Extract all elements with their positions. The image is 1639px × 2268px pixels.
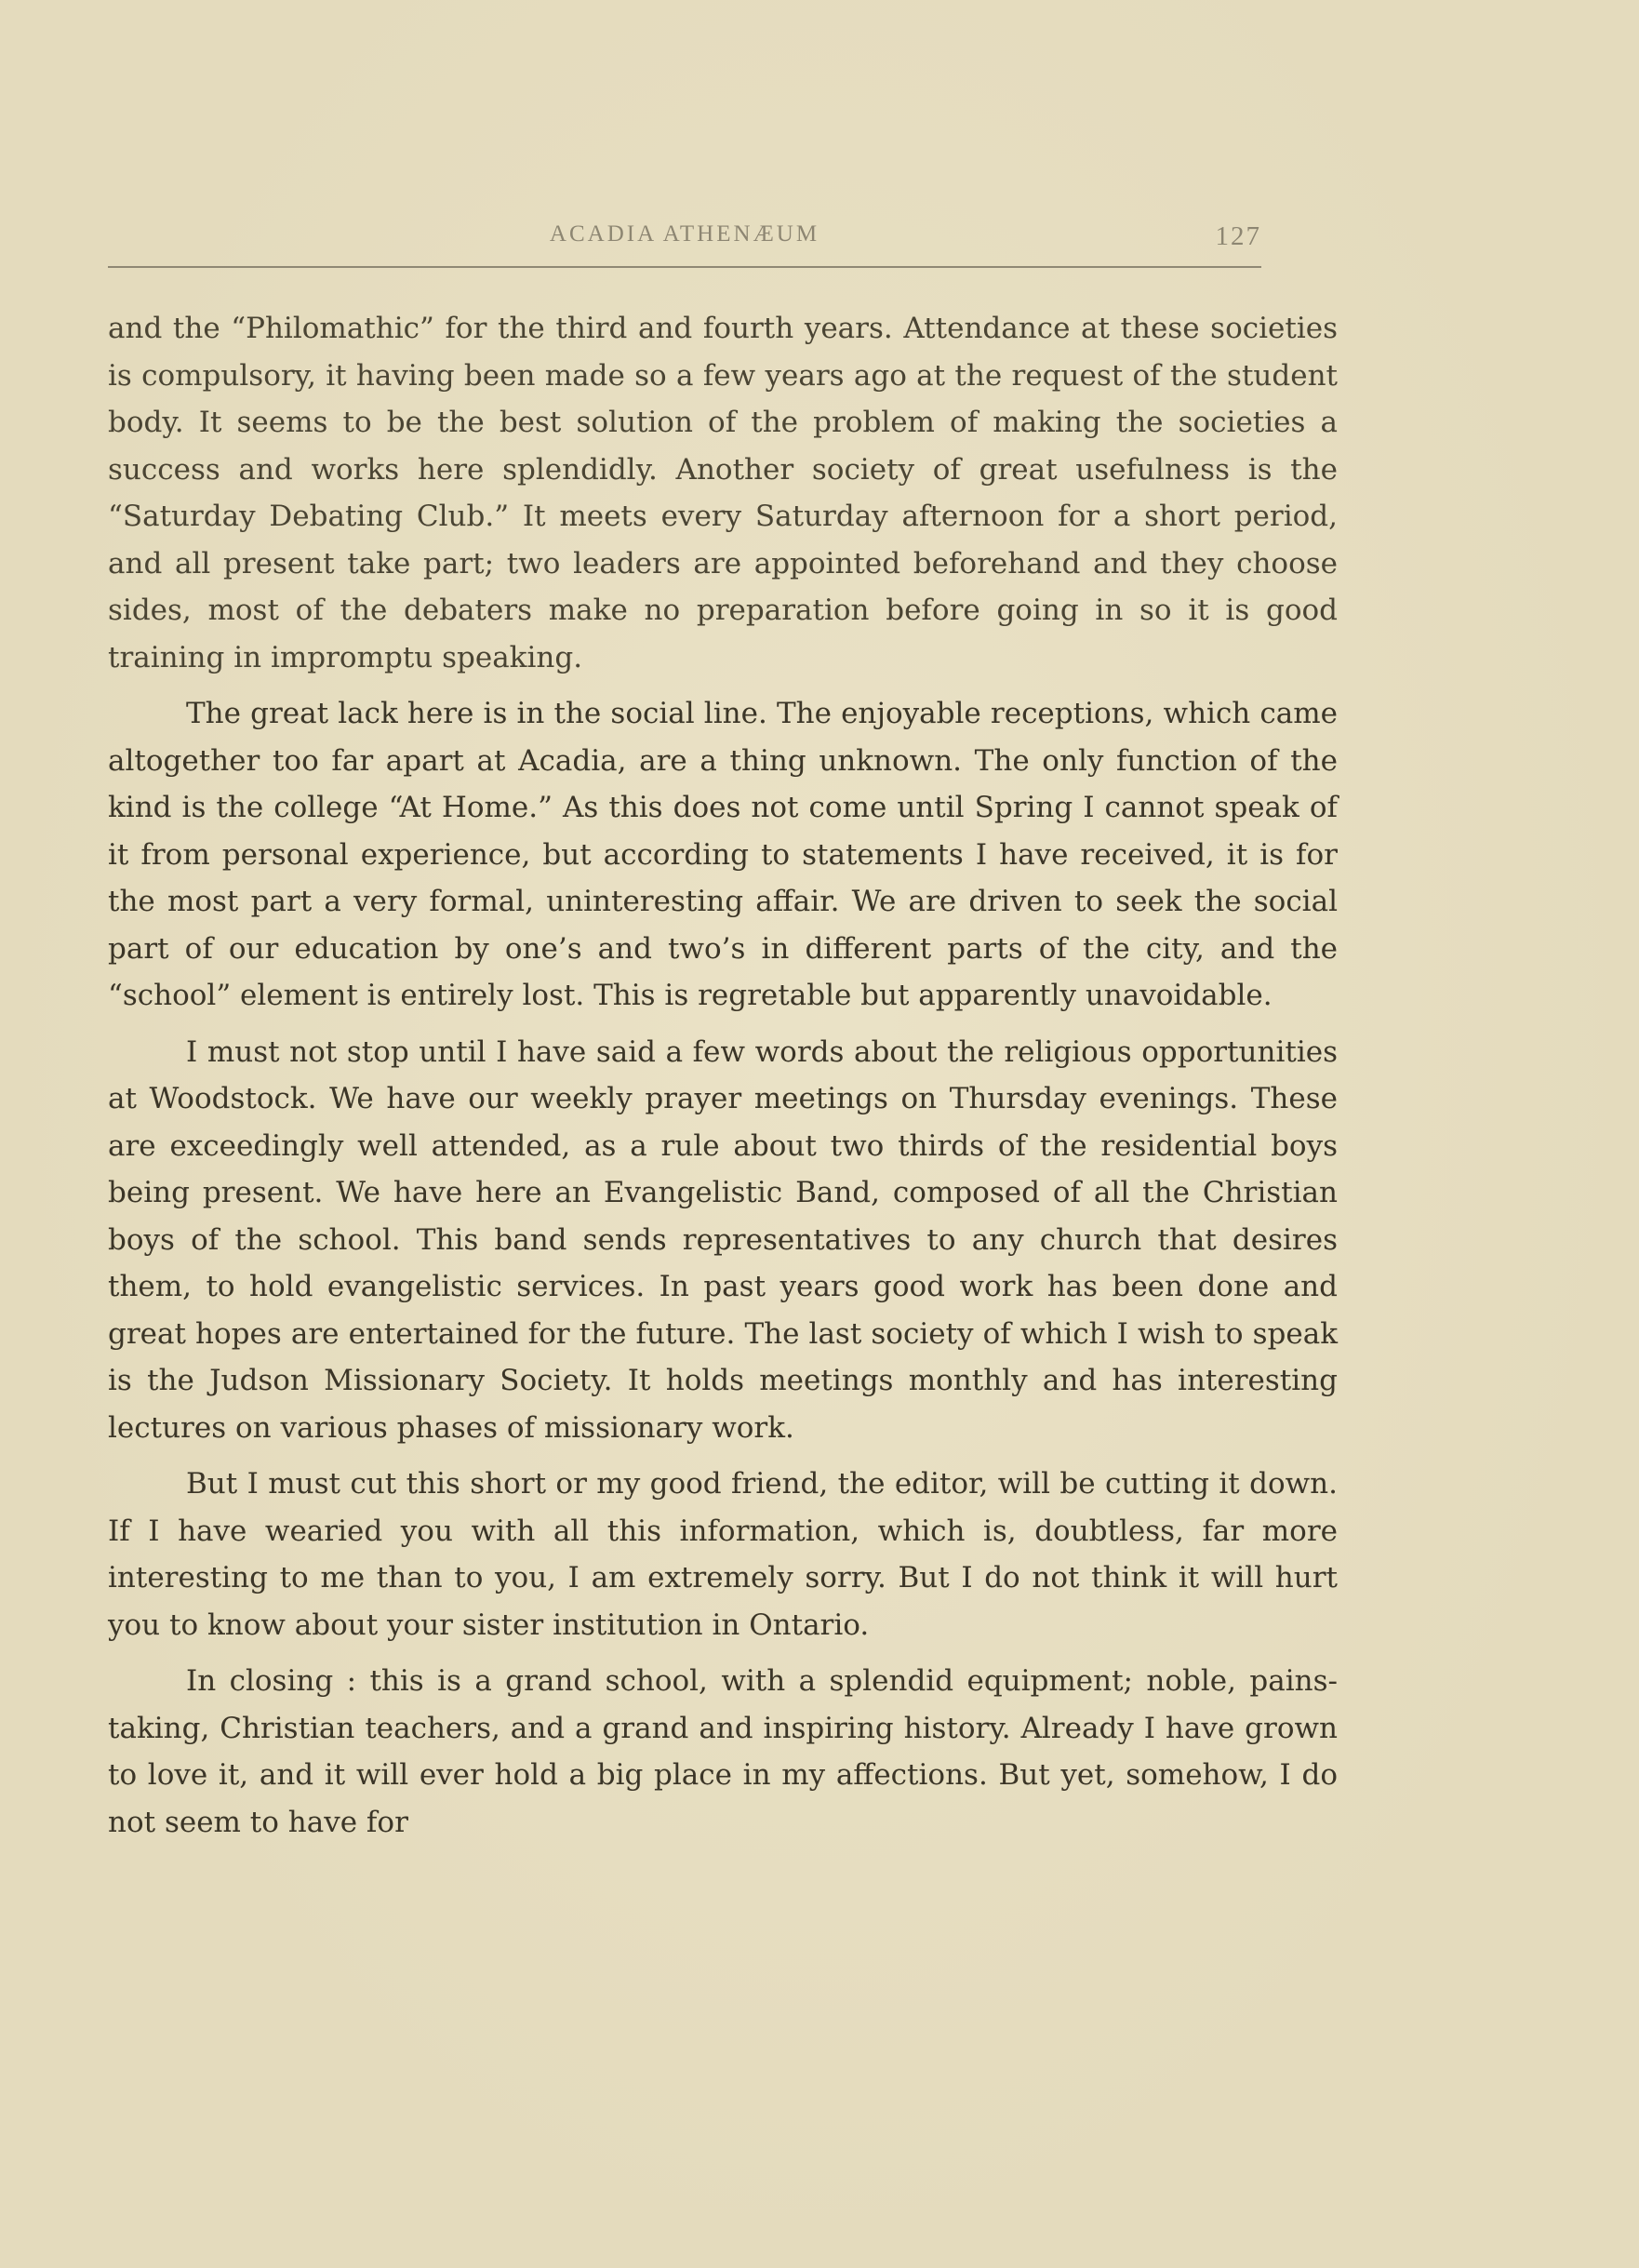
paragraph-social-life: The great lack here is in the social line. The enjoyable receptions, which came altogether too far apart at Acadia, are a thing unknown. The only function of the kind is the college “At Home.” As this does not come until Spring I cannot speak of it from personal experience, but according to statements I have received, it is for the most part a very formal, uninteresting affair. We are driven to seek the social part of our education by one’s and two’s in different parts of the city, and the “school” element is entirely lost. This is regretable but apparently unavoidable.	[108, 697, 1338, 1012]
paragraph-in-closing: In closing : this is a grand school, with a splendid equipment; noble, pains-taking, Christian teachers, and a grand and inspiring history. Already I have grown to love it, and it will ever hold a big place in my affections. But yet, somehow, I do not seem to have for	[108, 1664, 1338, 1839]
article-body	[108, 305, 1338, 1855]
page-number: 127	[1215, 221, 1261, 251]
paragraph-religious: I must not stop until I have said a few words about the religious opportunities at Woodstock. We have our weekly prayer meetings on Thursday evenings. These are exceedingly well attended, as a rule about two thirds of the residential boys being present. We have here an Evangelistic Band, composed of all the Christian boys of the school. This band sends representatives to any church that desires them, to hold evangelistic services. In past years good work has been done and great hopes are entertained for the future. The last society of which I wish to speak is the Judson Missionary Society. It holds meetings monthly and has interesting lectures on various phases of missionary work.	[108, 1034, 1338, 1445]
running-header	[108, 221, 1261, 268]
paragraph-societies: and the “Philomathic” for the third and fourth years. Attendance at these societies is compulsory, it having been made so a few years ago at the request of the student body. It seems to be the best solution of the problem of making the societies a success and works here splendidly. Another society of great usefulness is the “Saturday Debating Club.” It meets every Saturday afternoon for a short period, and all present take part; two leaders are appointed beforehand and they choose sides, most of the debaters make no preparation before going in so it is good training in impromptu speaking.	[108, 312, 1338, 674]
paragraph-closing-apology: But I must cut this short or my good friend, the editor, will be cutting it down. If I have wearied you with all this information, which is, doubtless, far more interesting to me than to you, I am extremely sorry. But I do not think it will hurt you to know about your sister institution in Ontario.	[108, 1467, 1338, 1642]
journal-title: ACADIA ATHENÆUM	[549, 221, 820, 247]
header-rule	[108, 266, 1261, 268]
